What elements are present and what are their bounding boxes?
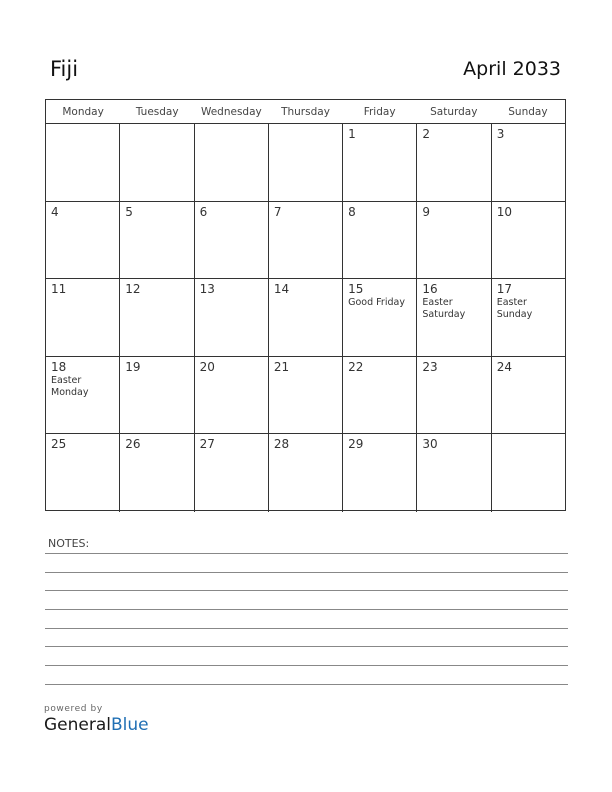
day-cell [492,279,565,356]
holiday-label: Good Friday [348,297,405,309]
day-number: 13 [199,282,215,297]
day-number: 25 [51,437,67,452]
day-cell [195,279,269,356]
holiday-label: Easter Saturday [422,297,466,321]
day-cell [195,124,269,201]
day-number: 19 [125,359,141,374]
week-row [46,357,565,435]
day-cell [120,434,194,512]
logo-general-text: General [44,715,111,735]
day-cell [343,202,417,279]
week-row [46,202,565,280]
weekday-label: Sunday [508,106,548,118]
logo-blue-text: Blue [111,715,149,735]
day-number: 28 [273,437,290,452]
day-number: 3 [496,127,505,141]
day-cell [417,202,491,279]
day-cell [417,357,491,434]
calendar-grid [45,99,566,511]
day-number: 17 [496,282,512,297]
day-cell [343,279,417,356]
day-number: 18 [51,359,67,374]
notes-line [45,553,568,554]
day-number: 1 [348,127,356,141]
day-cell [269,434,343,512]
day-cell [120,279,194,356]
notes-line [45,590,568,591]
day-cell [492,124,565,201]
day-number: 11 [51,282,67,297]
week-row [46,124,565,202]
weekday-label: Monday [62,106,104,118]
day-number: 24 [496,359,512,374]
day-number: 15 [348,282,364,297]
notes-line [45,646,568,647]
day-number: 7 [273,204,282,219]
day-number: 8 [348,204,356,219]
day-cell [46,434,120,512]
brand-footer [44,704,149,735]
weekday-label: Saturday [430,106,478,118]
day-number: 14 [273,282,290,297]
day-number: 9 [422,204,431,219]
day-cell [343,434,417,512]
day-number: 30 [422,437,438,452]
day-cell [417,124,491,201]
week-row [46,434,565,512]
notes-line [45,665,568,666]
weekday-header [46,100,565,124]
day-cell [46,124,120,201]
holiday-label: Easter Sunday [496,297,533,321]
day-number: 5 [125,204,133,219]
day-number: 2 [422,127,431,141]
day-number: 21 [273,359,290,374]
day-cell [269,279,343,356]
month-title: April 2033 [463,58,561,80]
weekday-label: Thursday [281,106,330,118]
day-number: 6 [199,204,208,219]
day-number: 22 [348,359,364,374]
powered-by-text: powered by [44,704,103,714]
day-cell [343,357,417,434]
day-number: 12 [125,282,141,297]
day-cell [269,357,343,434]
day-number: 4 [51,204,59,219]
notes-line [45,628,568,629]
day-cell [417,279,491,356]
day-cell [120,124,194,201]
day-cell [269,124,343,201]
day-cell [195,434,269,512]
notes-label: NOTES: [48,537,90,550]
day-number: 23 [422,359,438,374]
day-cell [46,357,120,434]
day-number: 10 [496,204,512,219]
generalblue-logo [44,715,149,735]
day-number: 26 [125,437,141,452]
holiday-label: Easter Monday [51,374,89,398]
day-cell [195,357,269,434]
day-cell [120,202,194,279]
day-cell [46,279,120,356]
day-number: 29 [348,437,364,452]
notes-line [45,572,568,573]
day-number: 20 [199,359,215,374]
country-title: Fiji [50,57,79,81]
day-cell [492,434,565,512]
day-number: 16 [422,282,438,297]
week-row [46,279,565,357]
day-cell [120,357,194,434]
weekday-label: Tuesday [135,106,179,118]
weekday-label: Friday [363,106,396,118]
day-cell [417,434,491,512]
day-cell [492,357,565,434]
day-cell [269,202,343,279]
day-cell [195,202,269,279]
notes-line [45,609,568,610]
day-cell [343,124,417,201]
day-number: 27 [199,437,215,452]
weekday-label: Wednesday [200,106,262,118]
day-cell [46,202,120,279]
day-cell [492,202,565,279]
notes-line [45,684,568,685]
